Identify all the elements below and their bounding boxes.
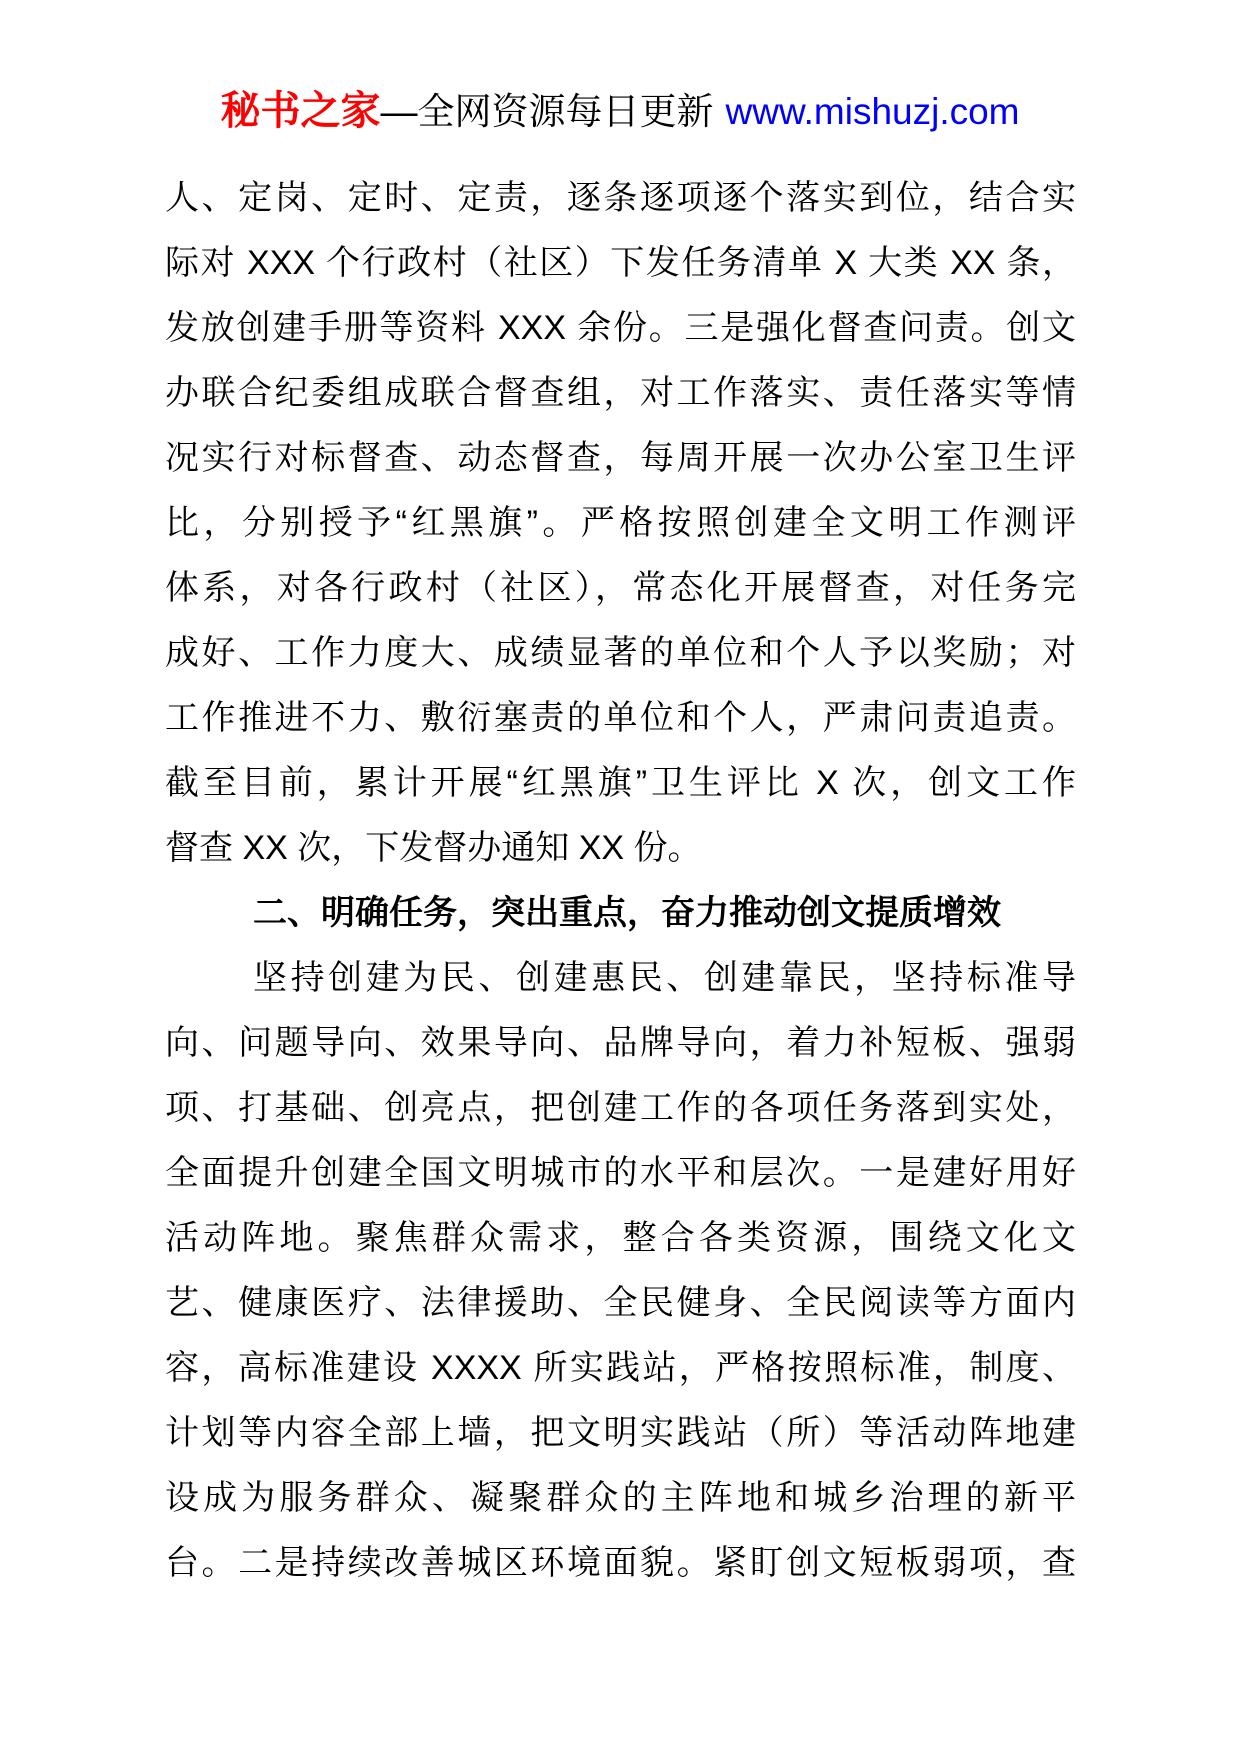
text-line: 工作推进不力、敷衍塞责的单位和个人，严肃问责追责。	[165, 699, 1076, 737]
text-line: 办联合纪委组成联合督查组，对工作落实、责任落实等情	[165, 374, 1076, 412]
text-line: 截至目前，累计开展“红黑旗”卫生评比 X 次，创文工作	[165, 764, 1076, 802]
section-heading-line: 二、明确任务，突出重点，奋力推动创文提质增效	[253, 894, 1001, 932]
text-line: 发放创建手册等资料 XXX 余份。三是强化督查问责。创文	[165, 309, 1076, 347]
text-line: 际对 XXX 个行政村（社区）下发任务清单 X 大类 XX 条，	[165, 244, 1076, 282]
site-name: 秘书之家	[220, 89, 381, 133]
text-line: 设成为服务群众、凝聚群众的主阵地和城乡治理的新平	[165, 1479, 1076, 1517]
text-line: 比，分别授予“红黑旗”。严格按照创建全文明工作测评	[165, 504, 1076, 542]
text-line: 体系，对各行政村（社区），常态化开展督查，对任务完	[165, 569, 1076, 607]
text-line: 全面提升创建全国文明城市的水平和层次。一是建好用好	[165, 1154, 1076, 1192]
text-line: 计划等内容全部上墙，把文明实践站（所）等活动阵地建	[165, 1414, 1076, 1452]
text-line: 况实行对标督查、动态督查，每周开展一次办公室卫生评	[165, 439, 1076, 477]
site-tagline: —全网资源每日更新	[380, 91, 714, 132]
text-line: 向、问题导向、效果导向、品牌导向，着力补短板、强弱	[165, 1024, 1076, 1062]
document-body	[165, 166, 1076, 1596]
text-line: 容，高标准建设 XXXX 所实践站，严格按照标准，制度、	[165, 1349, 1076, 1387]
text-line: 督查 XX 次，下发督办通知 XX 份。	[165, 829, 702, 867]
site-url: www.mishuzj.com	[725, 91, 1020, 132]
site-header	[0, 86, 1240, 137]
text-line: 台。二是持续改善城区环境面貌。紧盯创文短板弱项，查	[165, 1544, 1076, 1582]
text-line: 项、打基础、创亮点，把创建工作的各项任务落到实处，	[165, 1089, 1076, 1127]
text-line: 艺、健康医疗、法律援助、全民健身、全民阅读等方面内	[165, 1284, 1076, 1322]
text-line: 人、定岗、定时、定责，逐条逐项逐个落实到位，结合实	[165, 179, 1076, 217]
text-line: 坚持创建为民、创建惠民、创建靠民，坚持标准导	[253, 959, 1076, 997]
text-line: 活动阵地。聚焦群众需求，整合各类资源，围绕文化文	[165, 1219, 1076, 1257]
text-line: 成好、工作力度大、成绩显著的单位和个人予以奖励；对	[165, 634, 1076, 672]
